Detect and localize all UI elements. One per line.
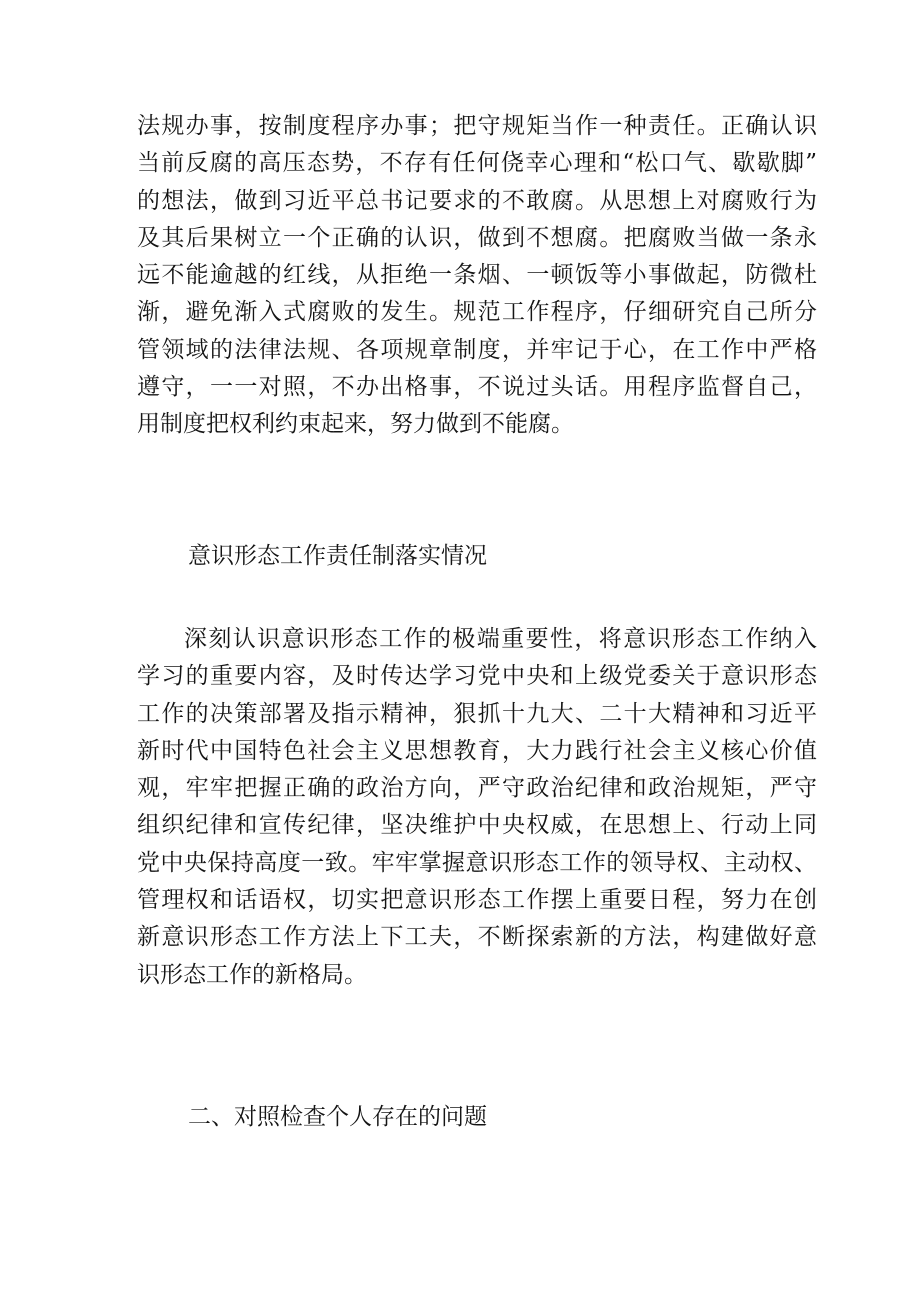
- paragraph-line: 党中央保持高度一致。牢牢掌握意识形态工作的领导权、主动权、: [137, 849, 817, 876]
- paragraph-line: 渐，避免渐入式腐败的发生。规范工作程序，仔细研究自己所分: [137, 299, 817, 326]
- section-heading-ideology: 意识形态工作责任制落实情况: [188, 543, 487, 569]
- paragraph-line: 新意识形态工作方法上下工夫，不断探索新的方法，构建做好意: [137, 924, 817, 951]
- paragraph-line: 当前反腐的高压态势，不存有任何侥幸心理和“松口气、歇歇脚”: [137, 150, 817, 177]
- paragraph-line: 法规办事，按制度程序办事；把守规矩当作一种责任。正确认识: [137, 113, 817, 139]
- paragraph-line: 管领域的法律法规、各项规章制度，并牢记于心，在工作中严格: [137, 336, 817, 363]
- paragraph-ideology: [137, 621, 817, 994]
- paragraph-line: 新时代中国特色社会主义思想教育，大力践行社会主义核心价值: [137, 737, 817, 764]
- paragraph-line: 组织纪律和宣传纪律，坚决维护中央权威，在思想上、行动上同: [137, 812, 817, 839]
- section-heading-problems: 二、对照检查个人存在的问题: [188, 1104, 487, 1130]
- paragraph-line: 工作的决策部署及指示精神，狠抓十九大、二十大精神和习近平: [137, 700, 817, 727]
- paragraph-line: 远不能逾越的红线，从拒绝一条烟、一顿饭等小事做起，防微杜: [137, 262, 817, 289]
- paragraph-line: 遵守，一一对照，不办出格事，不说过头话。用程序监督自己，: [137, 374, 817, 401]
- paragraph-line: 深刻认识意识形态工作的极端重要性，将意识形态工作纳入: [184, 626, 817, 652]
- paragraph-line: 管理权和话语权，切实把意识形态工作摆上重要日程，努力在创: [137, 887, 817, 914]
- paragraph-line: 用制度把权利约束起来，努力做到不能腐。: [137, 411, 574, 438]
- paragraph-discipline: [137, 108, 817, 444]
- paragraph-line: 及其后果树立一个正确的认识，做到不想腐。把腐败当做一条永: [137, 224, 817, 251]
- paragraph-line: 观，牢牢把握正确的政治方向，严守政治纪律和政治规矩，严守: [137, 775, 817, 802]
- paragraph-line: 识形态工作的新格局。: [137, 961, 367, 988]
- paragraph-line: 的想法，做到习近平总书记要求的不敢腐。从思想上对腐败行为: [137, 187, 817, 214]
- paragraph-line: 学习的重要内容，及时传达学习党中央和上级党委关于意识形态: [137, 663, 817, 690]
